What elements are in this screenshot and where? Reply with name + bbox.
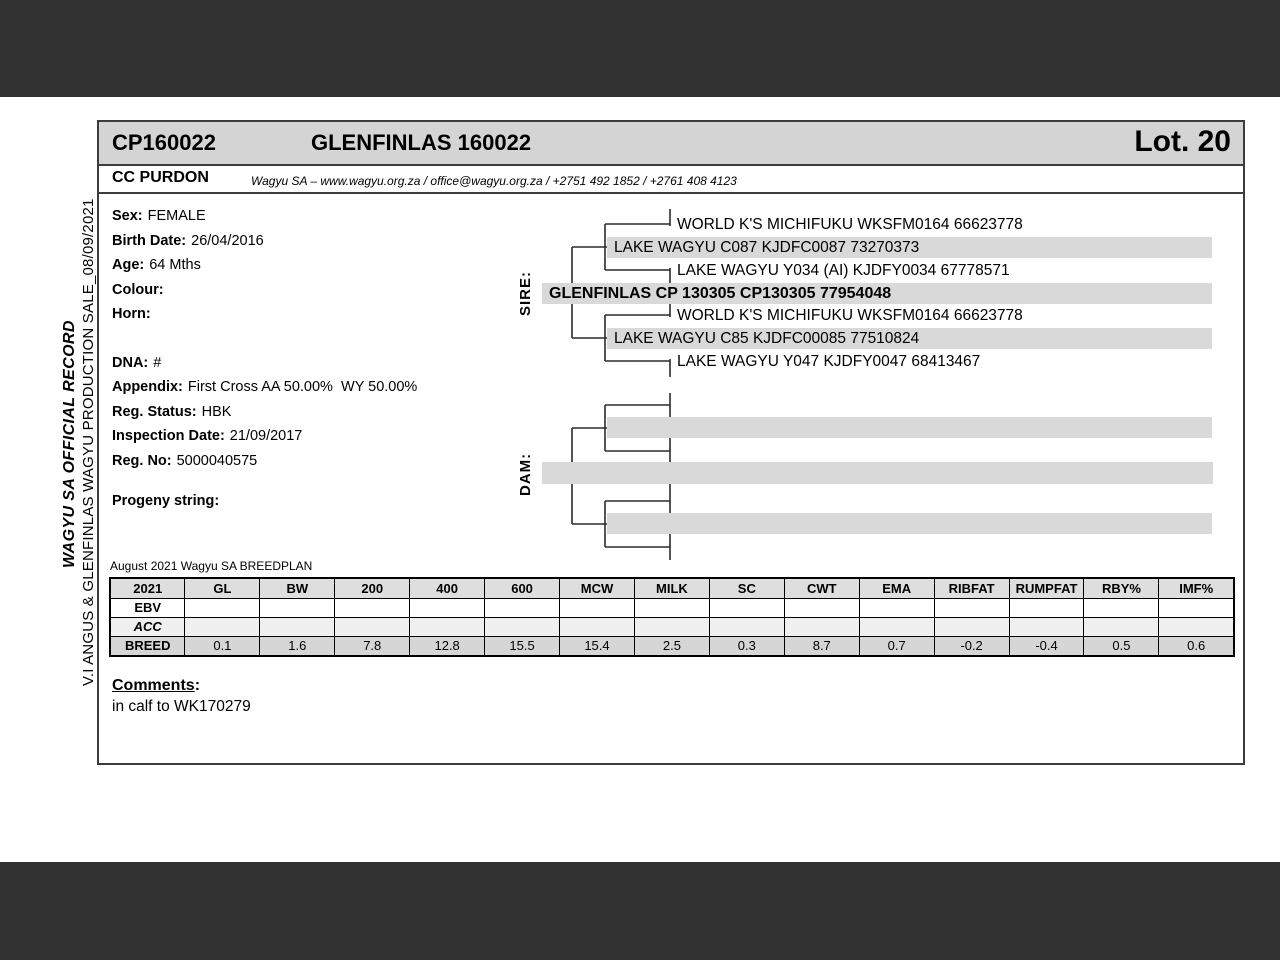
breedplan-cell (784, 617, 859, 636)
breedplan-cell: 8.7 (784, 636, 859, 656)
breedplan-cell (410, 617, 485, 636)
breedplan-column-header: RIBFAT (934, 578, 1009, 598)
detail-reg-no (112, 449, 417, 474)
breedplan-cell (1084, 598, 1159, 617)
title-band (99, 122, 1243, 166)
detail-value: First Cross AA 50.00% WY 50.00% (187, 379, 418, 395)
breedplan-cell: 0.7 (859, 636, 934, 656)
detail-value: # (153, 354, 162, 371)
breedplan-cell: 15.4 (560, 636, 635, 656)
breedplan-cell: 15.5 (485, 636, 560, 656)
breedplan-cell: -0.2 (934, 636, 1009, 656)
detail-value: 21/09/2017 (229, 428, 303, 444)
breedplan-cell (185, 598, 260, 617)
animal-id: CP160022 (112, 130, 216, 155)
breedplan-column-header: EMA (859, 578, 934, 598)
sire-grandsire-sire: WORLD K'S MICHIFUKU WKSFM0164 66623778 (677, 216, 1023, 233)
detail-label: Birth Date: (112, 232, 187, 249)
detail-value: 26/04/2016 (191, 232, 264, 249)
breedplan-cell (260, 598, 335, 617)
breedplan-column-header: CWT (784, 578, 859, 598)
breedplan-cell (859, 598, 934, 617)
sire-granddam-sire: WORLD K'S MICHIFUKU WKSFM0164 66623778 (677, 307, 1023, 324)
breedplan-cell (634, 617, 709, 636)
detail-value: 64 Mths (149, 257, 201, 273)
breedplan-cell (934, 598, 1009, 617)
record-page (97, 120, 1245, 765)
breedplan-header-row (110, 578, 1234, 598)
detail-label: Horn: (112, 306, 151, 322)
dam-grandsire-bar (607, 417, 1212, 438)
detail-label: Reg. No: (112, 452, 172, 469)
detail-reg-status (112, 400, 417, 425)
breedplan-column-header: BW (260, 578, 335, 598)
breedplan-row-acc (110, 617, 1234, 636)
breedplan-row-label: ACC (110, 617, 185, 636)
breedplan-cell (185, 617, 260, 636)
breedplan-cell (1159, 598, 1234, 617)
detail-label: Sex: (112, 208, 143, 224)
breedplan-cell: 0.5 (1084, 636, 1159, 656)
detail-value: HBK (201, 403, 232, 420)
detail-label: Appendix: (112, 379, 183, 395)
breedplan-column-header: 200 (335, 578, 410, 598)
lot-number: Lot. 20 (1134, 125, 1231, 158)
breedplan-row-label: BREED (110, 636, 185, 656)
breedplan-cell (634, 598, 709, 617)
animal-name: GLENFINLAS 160022 (311, 130, 532, 155)
comments-heading: Comments (112, 677, 195, 694)
detail-colour (112, 278, 417, 303)
society-contact-line: Wagyu SA – www.wagyu.org.za / office@wagyu.org.za / +2751 492 1852 / +2761 408 4123 (251, 174, 737, 188)
sire-granddam-bar: LAKE WAGYU C85 KJDFC00085 77510824 (607, 328, 1212, 349)
breedplan-cell (560, 598, 635, 617)
sire-granddam-dam: LAKE WAGYU Y047 KJDFY0047 68413467 (677, 353, 981, 370)
spacer (112, 327, 417, 351)
animal-details (112, 204, 417, 514)
breedplan-column-header: 400 (410, 578, 485, 598)
breedplan-column-header: MCW (560, 578, 635, 598)
breedplan-cell (784, 598, 859, 617)
breedplan-column-header: 2021 (110, 578, 185, 598)
breedplan-cell: 7.8 (335, 636, 410, 656)
vertical-sale-title-text: V.I ANGUS & GLENFINLAS WAGYU PRODUCTION SALE_08/09/2021 (80, 198, 97, 686)
dam-granddam-bar (607, 513, 1212, 534)
breedplan-row-label: EBV (110, 598, 185, 617)
breedplan-cell (560, 617, 635, 636)
breedplan-cell: 0.1 (185, 636, 260, 656)
detail-label: Progeny string: (112, 493, 220, 509)
detail-horn (112, 302, 417, 327)
breedplan-cell (1009, 598, 1084, 617)
detail-dna (112, 351, 417, 376)
breedplan-cell (859, 617, 934, 636)
detail-age (112, 253, 417, 278)
breedplan-cell (1159, 617, 1234, 636)
breedplan-cell (709, 617, 784, 636)
breedplan-column-header: GL (185, 578, 260, 598)
detail-inspection-date (112, 424, 417, 449)
detail-label: Inspection Date: (112, 428, 225, 444)
comments-text: in calf to WK170279 (112, 698, 251, 715)
detail-label: Reg. Status: (112, 403, 197, 420)
detail-progeny-string (112, 489, 417, 514)
spacer (112, 473, 417, 489)
breedplan-column-header: MILK (634, 578, 709, 598)
breedplan-cell: 1.6 (260, 636, 335, 656)
breedplan-column-header: SC (709, 578, 784, 598)
breedplan-cell (1084, 617, 1159, 636)
breedplan-cell (934, 617, 1009, 636)
detail-value: FEMALE (147, 208, 206, 224)
breedplan-cell (335, 617, 410, 636)
bottom-letterbox-bar (0, 862, 1280, 960)
dam-label: DAM: (517, 452, 534, 496)
sire-grandsire-dam: LAKE WAGYU Y034 (AI) KJDFY0034 67778571 (677, 262, 1010, 279)
breedplan-cell: 12.8 (410, 636, 485, 656)
detail-appendix (112, 375, 417, 400)
breedplan-column-header: 600 (485, 578, 560, 598)
breeder-name: CC PURDON (112, 169, 209, 186)
detail-sex (112, 204, 417, 229)
comments-heading-line (112, 677, 251, 695)
top-letterbox-bar (0, 0, 1280, 97)
dam-name-bar (542, 462, 1213, 484)
breedplan-column-header: IMF% (1159, 578, 1234, 598)
breedplan-cell (1009, 617, 1084, 636)
breedplan-row-ebv (110, 598, 1234, 617)
breedplan-cell: 2.5 (634, 636, 709, 656)
detail-label: Age: (112, 257, 145, 273)
breedplan-cell: 0.3 (709, 636, 784, 656)
breedplan-row-breed (110, 636, 1234, 656)
breedplan-cell (485, 598, 560, 617)
breedplan-column-header: RUMPFAT (1009, 578, 1084, 598)
breeder-band (99, 166, 1243, 194)
breedplan-cell (709, 598, 784, 617)
breedplan-cell: -0.4 (1009, 636, 1084, 656)
comments-section (112, 677, 251, 716)
breedplan-cell (410, 598, 485, 617)
detail-birth-date (112, 229, 417, 254)
comments-colon: : (194, 677, 201, 694)
breedplan-cell (485, 617, 560, 636)
sire-grandsire-bar: LAKE WAGYU C087 KJDFC0087 73270373 (607, 237, 1212, 258)
vertical-official-record-text: WAGYU SA OFFICIAL RECORD (61, 320, 78, 568)
detail-value: 5000040575 (176, 452, 258, 469)
sire-name-bar: GLENFINLAS CP 130305 CP130305 77954048 (542, 283, 1212, 304)
breedplan-table (109, 577, 1235, 657)
breedplan-column-header: RBY% (1084, 578, 1159, 598)
breedplan-cell: 0.6 (1159, 636, 1234, 656)
detail-label: DNA: (112, 354, 149, 371)
detail-label: Colour: (112, 281, 164, 298)
breedplan-cell (260, 617, 335, 636)
sire-label: SIRE: (517, 270, 534, 316)
breedplan-cell (335, 598, 410, 617)
breedplan-caption: August 2021 Wagyu SA BREEDPLAN (110, 559, 313, 573)
